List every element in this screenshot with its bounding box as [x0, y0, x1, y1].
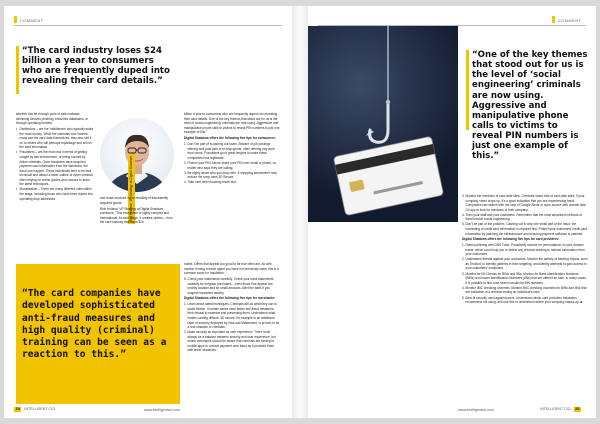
list-item: 4. Take care when booking travel and — [184, 180, 280, 185]
website-link[interactable]: www.intelligentcio.com — [458, 408, 495, 412]
pull-quote-bottom: “The card companies have developed sophisticated anti-fraud measures and high quality (criminal) training can be seen as a reaction to this.” — [22, 288, 167, 361]
list-item: 5. Don't be part of the problem. Cashing out is only one small part of the fraud; the harvesting of credit card information is required first. Protect your customers' credit card information by patching the infrastructure and ensuring payment software is patched. — [462, 222, 588, 236]
list-item: 2. Understand threats against your customers. Monitor the activity of banking trojans, such as Trickbot, to identify patterns in their targeting, and identify attempts to gain access to your customers' computers. — [462, 257, 588, 271]
role-list — [16, 127, 94, 201]
pull-quote: “One of the key themes that stood out for us is the level of ‘social engineering’ criminals are now using. Aggressive and manipulative phone calls to victims to reveal PIN numbers is just one example of this.” — [472, 50, 588, 162]
author-photo — [100, 118, 174, 192]
article-column-3 — [184, 112, 280, 186]
left-page — [4, 6, 292, 418]
list-item: • Monetisation – There are many different roles within the stage, including those who have been duped into operating drop addresses — [16, 187, 94, 201]
hook-icon — [308, 26, 458, 222]
page-gutter — [292, 6, 308, 418]
list-item: 3. Be highly about who you shop with. If shopping somewhere new, ensure the shop uses 3D Secure. — [184, 171, 280, 180]
article-column-2 — [100, 196, 176, 226]
list-item: 5. Check your statements carefully. Check your bank statements carefully for irregular purchases – even those that appear low nearby location and for small amounts. Alert the bank if you suspect fraudulent activity. — [184, 277, 280, 295]
list-item: 3. Monitor the mentions of card-able sites. Criminals share lists of card-able sites; if your company name crops up, it's a good indication that you are experiencing fraud. Companies can search with the help of Google Alerts or open-source web domain lists. Go spy to look for mentions of their company. — [462, 194, 588, 212]
portrait-image — [100, 118, 174, 192]
card-provider-tips-list — [462, 243, 588, 304]
photo-caption: Rick Holland, VP Strategy at Digital Shadows — [129, 155, 134, 222]
list-item: 4. Train your staff and your customers. Remember that the most advanced methods of fraud involve social engineering. — [462, 213, 588, 222]
consumer-tips-list-cont — [184, 277, 280, 295]
list-item: 4. Monitor IBIC checking channels. Monitor IBIC checking channels for BINs and IINs that are indicative of a criminal testing an individual's card. — [462, 286, 588, 295]
paragraph: Rick Holland, VP Strategy at Digital Shadows, continues: "This ecosystem is highly complex and international. At each stage, it creates victims – from the card industry that loses $24 — [100, 206, 173, 225]
section-tag-bar — [14, 16, 17, 23]
subheading: Digital Shadows offers the following five tips for consumers: — [184, 136, 276, 141]
consumer-tips-list — [184, 142, 280, 185]
list-item: 2. Make security as important as user experience. There must always be a balance between security and user experience, but online merchants should be aware that criminals are turning to mobile apps to commit payment card fraud as it provides them with fewer obstacles. — [184, 330, 280, 353]
right-page — [308, 6, 596, 418]
pull-quote-accent — [16, 46, 19, 94]
list-item: 3. Monitor for IIN Checks for BINs and IINs. Monitor for Bank Identification Numbers (BINs) and Issuer Identification Numbers (IINs) that are offered for sale. In many cases, it is possible to fine-tune search results by BIN numbers. — [462, 272, 588, 286]
magazine-name: INTELLIGENT CIO — [24, 407, 55, 412]
article-column-right — [462, 194, 588, 305]
footer-site — [144, 408, 180, 412]
page-number: 24 — [15, 407, 20, 412]
merchant-tips-list-cont — [462, 194, 588, 236]
pull-quote-accent — [466, 50, 469, 130]
paragraph: billion a year to consumers who are frequently duped into revealing their card details. One of the key themes that stood out for us is the level of 'social engineering' criminals are now using. Aggressive and manipulative phone calls to victims to reveal PIN numbers is just one example of this." — [184, 112, 280, 135]
list-item: 1. Learn about latest techniques. Criminals will do what they can to avoid friction. If certain banks have better anti-fraud measures, their refusal to examine and preventing them. Understand what makes carding difficult. 3D secure, for example is an additional layer of security deployed by Visa and Mastercard, is proven to be a real obstacle to criminals. — [184, 302, 280, 329]
article-column-4 — [184, 262, 280, 354]
magazine-name: INTELLIGENT CIO — [540, 407, 571, 412]
list-item: 2. Protect your PIN. Never share your PIN over email of phone, no matter who says they are calling. — [184, 161, 280, 170]
pull-quote: “The card industry loses $24 billion a year to consumers who are frequently duped into revealing their card details.” — [22, 46, 170, 87]
paragraph: hotels. Offers that appear too good to be true often are. As with caution if using a travel agent you have not previously used; this is a common scam for fraudsters. — [184, 262, 279, 276]
subheading: Digital Shadows offers the following five tips for merchants: — [184, 296, 276, 301]
paragraph: whether this be through point of sale malware, skimming devices phishing, breached databases, or through operating botnets. — [16, 112, 89, 126]
footer — [540, 407, 581, 412]
header-rule — [14, 25, 282, 26]
section-tag-bar — [552, 16, 555, 23]
merchant-tips-list — [184, 302, 280, 353]
phishing-hook-illustration — [308, 26, 458, 222]
list-item: • Fraudsters – are the most risk in terms of getting caught by law enforcement, or being conned by fellow criminals. Once fraudsters have acquired payment card information from the distributor, the fraud can happen. These individuals tend to be less technical and attract a lower calibre of cyber criminal, often relying on online guides and courses to learn the latest techniques. — [16, 150, 94, 186]
list-item: 1. Detect phishing with DNS Twist. Proactively monitor for permutations on your domain name, which could help you to detect any criminal seeking to harvest information from your customers. — [462, 243, 588, 257]
subheading: Digital Shadows offers the following five tips for card providers: — [462, 237, 560, 242]
website-link[interactable]: www.intelligentcio.com — [144, 408, 181, 412]
list-item: 1. Don't be part of a cashing out scam. Beware of job postings offering well-paid jobs to re-ship goods, often offering pay work from home. Fraudsters go to great lengths to make these companies look legitimate. — [184, 142, 280, 160]
section-tag: COMMENT — [20, 18, 44, 23]
list-item: 5. Best-fit security used against peers. Understand which card providers fraudsters recommend not using, and use this to understand where your company stacks up. ■ — [462, 296, 588, 305]
list-item: • Distributors – are the 'middlemen' who typically make the most money. While the criminals who harvest many use the card data themselves, they also sell it on to others who will perhaps repackage and sell on the card information. — [16, 127, 94, 150]
paragraph: and those involved in the reselling of fraudulently acquired goods. — [100, 196, 168, 205]
section-tag: COMMENT — [558, 18, 582, 23]
article-column-1 — [16, 112, 94, 202]
page-number: 25 — [575, 407, 580, 412]
footer — [14, 407, 55, 412]
footer-site — [458, 408, 494, 412]
